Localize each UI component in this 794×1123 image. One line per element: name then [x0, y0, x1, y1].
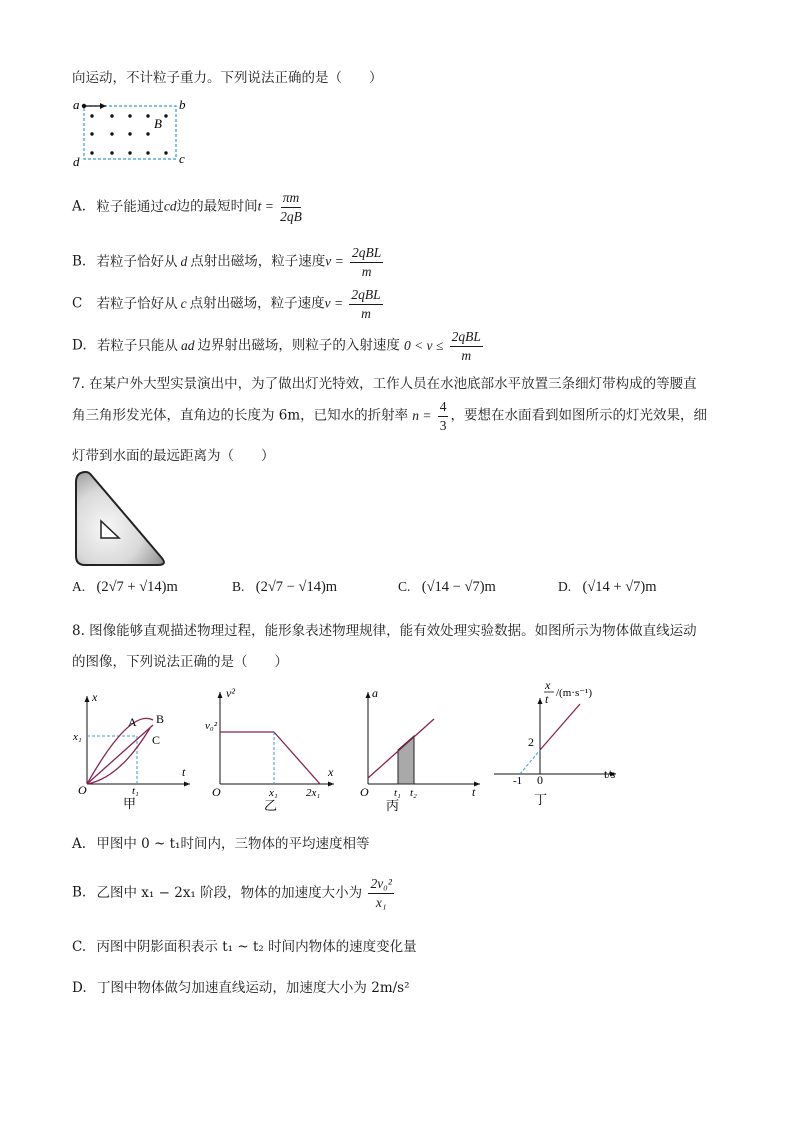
corner-b: b: [179, 97, 186, 112]
numerator: 2qBL: [349, 287, 382, 305]
option-text: 若粒子只能从: [96, 337, 178, 354]
q8-line1: 8. 图像能够直观描述物理过程，能形象表述物理规律，能有效处理实验数据。如图所示为物体做直线运动: [72, 623, 697, 639]
q6-option-C: [72, 287, 385, 321]
q8-option-C: [72, 935, 417, 955]
y-axis-arrow-icon: [366, 692, 371, 698]
corner-a: a: [73, 97, 80, 112]
graph-yi: [202, 684, 342, 814]
math-var: v =: [325, 253, 344, 269]
x-axis-label: t: [472, 785, 476, 799]
q7-text: ，要想在水面看到如图所示的灯光效果，细: [450, 407, 707, 424]
x-axis-label: x: [328, 765, 334, 779]
curve-A: [87, 718, 153, 784]
tick-2: 2: [528, 735, 534, 749]
math-var: d: [180, 253, 188, 269]
q6-option-B: [72, 245, 385, 279]
tick-x1: x₁: [73, 731, 82, 743]
fraction: [349, 287, 382, 321]
q7-line3: 灯带到水面的最远距离为（ ）: [72, 448, 275, 464]
math-var: v =: [324, 295, 344, 311]
numerator: 2qBL: [450, 329, 483, 347]
option-text: 点射出磁场，粒子速度: [190, 253, 326, 270]
tick-minus-1: -1: [513, 775, 523, 787]
math-var: t =: [257, 198, 274, 214]
denominator: x₁: [375, 894, 387, 910]
q7-line2: [72, 399, 707, 433]
option-letter: B.: [72, 253, 87, 270]
numerator: 4: [438, 399, 449, 417]
option-text: 边界射出磁场，则粒子的入射速度: [197, 337, 400, 354]
y-axis-label: x: [92, 690, 98, 704]
y-axis-arrow-icon: [85, 696, 90, 702]
option-expr: (2√7 − √14)m: [255, 579, 338, 595]
corner-d: d: [73, 154, 80, 168]
tick-x1: x₁: [269, 787, 278, 799]
option-letter: D.: [72, 337, 87, 354]
q8-option-D: [72, 976, 410, 996]
y-axis-label: a: [372, 686, 378, 700]
option-letter: D.: [558, 579, 572, 594]
graph-ding: [488, 676, 638, 814]
denominator: m: [361, 263, 372, 279]
tick-t1: t₁: [394, 787, 401, 799]
tick-2x1: 2x₁: [306, 787, 321, 799]
fraction: [280, 190, 302, 224]
option-text: 粒子能通过: [96, 198, 164, 215]
fraction: [368, 876, 393, 910]
denominator: 2qB: [280, 208, 302, 224]
option-letter: A.: [72, 579, 86, 594]
y-axis-unit: /(m·s⁻¹): [556, 687, 592, 699]
tick-t2: t₂: [410, 787, 417, 799]
math-var: n =: [412, 407, 432, 423]
math-var: c: [180, 295, 187, 311]
q7-option-B: [232, 579, 337, 596]
graph-jia: [70, 688, 200, 813]
option-text: 乙图中 x₁ − 2x₁ 阶段，物体的加速度大小为: [96, 884, 363, 901]
x-over-t-line: [540, 704, 580, 750]
option-letter: C.: [72, 939, 87, 955]
option-letter: C.: [398, 579, 411, 594]
fraction: [450, 329, 483, 363]
q8-line2: 的图像，下列说法正确的是（ ）: [72, 654, 288, 670]
numerator: 2v₀²: [368, 876, 393, 894]
q7-line1: 7. 在某户外大型实景演出中，为了做出灯光特效，工作人员在水池底部水平放置三条细灯带构成的等腰直: [72, 376, 697, 392]
graph-caption: 甲: [123, 796, 137, 811]
option-text: 甲图中 0 ~ t₁时间内，三物体的平均速度相等: [96, 836, 370, 852]
field-label-B: B: [154, 116, 162, 131]
option-letter: D.: [72, 980, 87, 996]
math-var: cd: [163, 198, 177, 214]
option-letter: B.: [72, 884, 87, 901]
option-letter: C: [72, 295, 83, 312]
x-axis-arrow-icon: [184, 782, 190, 787]
option-expr: (√14 − √7)m: [421, 579, 496, 595]
graph-bing: [352, 684, 487, 814]
math-var: ad: [180, 337, 195, 353]
x-axis-label: t/s: [604, 767, 616, 781]
graph-caption: 乙: [264, 798, 278, 813]
x-axis-label: t: [182, 765, 186, 779]
q7-text: 角三角形发光体，直角边的长度为 6m，已知水的折射率: [72, 407, 409, 424]
y-axis-label-den: t: [545, 692, 549, 706]
option-expr: (2√7 + √14)m: [96, 579, 178, 595]
option-letter: A.: [72, 836, 87, 852]
graph-caption: 丁: [534, 792, 548, 807]
curve-label-A: A: [128, 715, 137, 729]
option-text: 边的最短时间: [176, 198, 258, 215]
q7-option-A: [72, 579, 178, 596]
q8-option-B: [72, 876, 396, 910]
graph-caption: 丙: [386, 798, 400, 813]
fraction: [438, 399, 449, 433]
tick-v0-squared: v₀²: [205, 720, 218, 732]
glow-shape: [76, 472, 164, 565]
y-axis-label: v²: [226, 686, 235, 700]
option-expr: (√14 + √7)m: [582, 579, 657, 595]
q7-option-C: [398, 579, 496, 596]
numerator: πm: [281, 190, 302, 208]
origin-label: O: [78, 783, 87, 797]
x-axis-arrow-icon: [328, 782, 334, 787]
option-letter: A.: [72, 198, 87, 215]
option-text: 丙图中阴影面积表示 t₁ ~ t₂ 时间内物体的速度变化量: [96, 939, 417, 955]
y-axis-arrow-icon: [538, 698, 543, 704]
option-text: 丁图中物体做匀加速直线运动，加速度大小为 2m/s²: [96, 980, 410, 996]
corner-c: c: [179, 151, 185, 166]
tick-t1: t₁: [132, 785, 139, 797]
decreasing-segment: [274, 732, 320, 784]
curve-label-C: C: [152, 733, 161, 747]
denominator: m: [461, 347, 472, 363]
option-text: 若粒子恰好从: [96, 295, 178, 312]
origin-label: O: [360, 785, 369, 799]
q6-option-A: [72, 190, 304, 224]
numerator: 2qBL: [350, 245, 383, 263]
q6-field-figure: [68, 94, 192, 168]
denominator: 3: [439, 417, 447, 433]
q7-light-triangle: [70, 468, 170, 568]
option-text: 若粒子恰好从: [96, 253, 178, 270]
q8-option-A: [72, 832, 369, 852]
origin-label: O: [212, 785, 221, 799]
origin-label: 0: [537, 773, 543, 787]
math-var: 0 < v ≤: [403, 337, 444, 353]
extrapolated-line: [520, 750, 540, 774]
option-letter: B.: [232, 579, 245, 594]
q7-option-D: [558, 579, 657, 596]
arrow-head-icon: [100, 103, 106, 109]
curve-label-B: B: [156, 712, 165, 726]
intro-line: 向运动，不计粒子重力。下列说法正确的是（ ）: [72, 70, 383, 86]
option-text: 点射出磁场，粒子速度: [189, 295, 325, 312]
denominator: m: [361, 305, 371, 321]
line-B: [87, 725, 153, 784]
y-axis-arrow-icon: [218, 692, 223, 698]
q6-option-D: [72, 329, 485, 363]
y-axis-label-num: x: [545, 678, 551, 692]
fraction: [350, 245, 383, 279]
